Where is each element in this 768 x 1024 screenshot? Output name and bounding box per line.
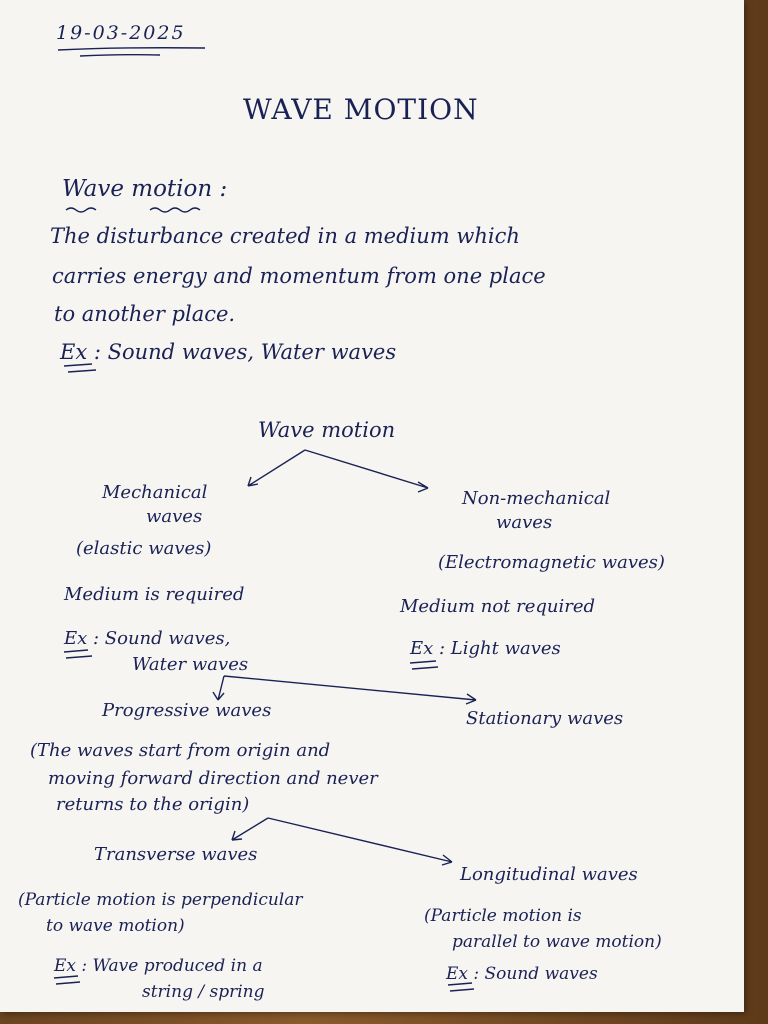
ex-underline-4 xyxy=(54,976,80,984)
longitudinal-desc-1: (Particle motion is xyxy=(424,906,582,926)
ex-underline-5 xyxy=(448,983,474,991)
non-mechanical-alt-name: (Electromagnetic waves) xyxy=(438,552,665,573)
tree-root: Wave motion xyxy=(258,418,396,442)
non-mechanical-example: Ex : Light waves xyxy=(410,638,561,659)
transverse-title: Transverse waves xyxy=(94,844,258,865)
arrow-to-non-mechanical xyxy=(305,450,428,492)
mechanical-example-1: Ex : Sound waves, xyxy=(64,628,231,649)
transverse-desc-2: to wave motion) xyxy=(46,916,185,936)
longitudinal-desc-2: parallel to wave motion) xyxy=(452,932,662,952)
mechanical-title-2: waves xyxy=(146,506,203,527)
transverse-desc-1: (Particle motion is perpendicular xyxy=(18,890,303,910)
date-underline xyxy=(58,48,205,50)
ex-underline-1 xyxy=(64,364,96,372)
stationary-title: Stationary waves xyxy=(466,708,624,729)
progressive-title: Progressive waves xyxy=(102,700,272,721)
heading-squiggle xyxy=(66,208,200,212)
non-mechanical-medium: Medium not required xyxy=(400,596,596,617)
page-date: 19-03-2025 xyxy=(56,22,186,44)
ex-underline-2 xyxy=(64,650,92,658)
non-mechanical-title-1: Non-mechanical xyxy=(462,488,611,509)
mechanical-alt-name: (elastic waves) xyxy=(76,538,212,559)
definition-line-3: to another place. xyxy=(54,302,236,326)
arrow-to-transverse xyxy=(232,818,268,840)
arrow-to-longitudinal xyxy=(268,818,452,865)
definition-example: Ex : Sound waves, Water waves xyxy=(60,340,397,364)
definition-heading: Wave motion : xyxy=(62,176,228,202)
mechanical-medium: Medium is required xyxy=(64,584,245,605)
non-mechanical-title-2: waves xyxy=(496,512,553,533)
transverse-example-2: string / spring xyxy=(142,982,265,1002)
mechanical-title-1: Mechanical xyxy=(102,482,208,503)
mechanical-example-2: Water waves xyxy=(132,654,249,675)
longitudinal-title: Longitudinal waves xyxy=(460,864,638,885)
progressive-desc-3: returns to the origin) xyxy=(56,794,250,815)
definition-line-2: carries energy and momentum from one place xyxy=(52,264,546,288)
progressive-desc-1: (The waves start from origin and xyxy=(30,740,331,761)
longitudinal-example: Ex : Sound waves xyxy=(446,964,598,984)
page-title: WAVE MOTION xyxy=(243,93,479,126)
arrow-to-progressive xyxy=(213,676,224,700)
progressive-desc-2: moving forward direction and never xyxy=(48,768,378,789)
date-underline-2 xyxy=(80,55,160,56)
transverse-example-1: Ex : Wave produced in a xyxy=(54,956,263,976)
ex-underline-3 xyxy=(410,661,438,669)
definition-line-1: The disturbance created in a medium which xyxy=(50,224,520,248)
arrow-to-mechanical xyxy=(248,450,305,486)
